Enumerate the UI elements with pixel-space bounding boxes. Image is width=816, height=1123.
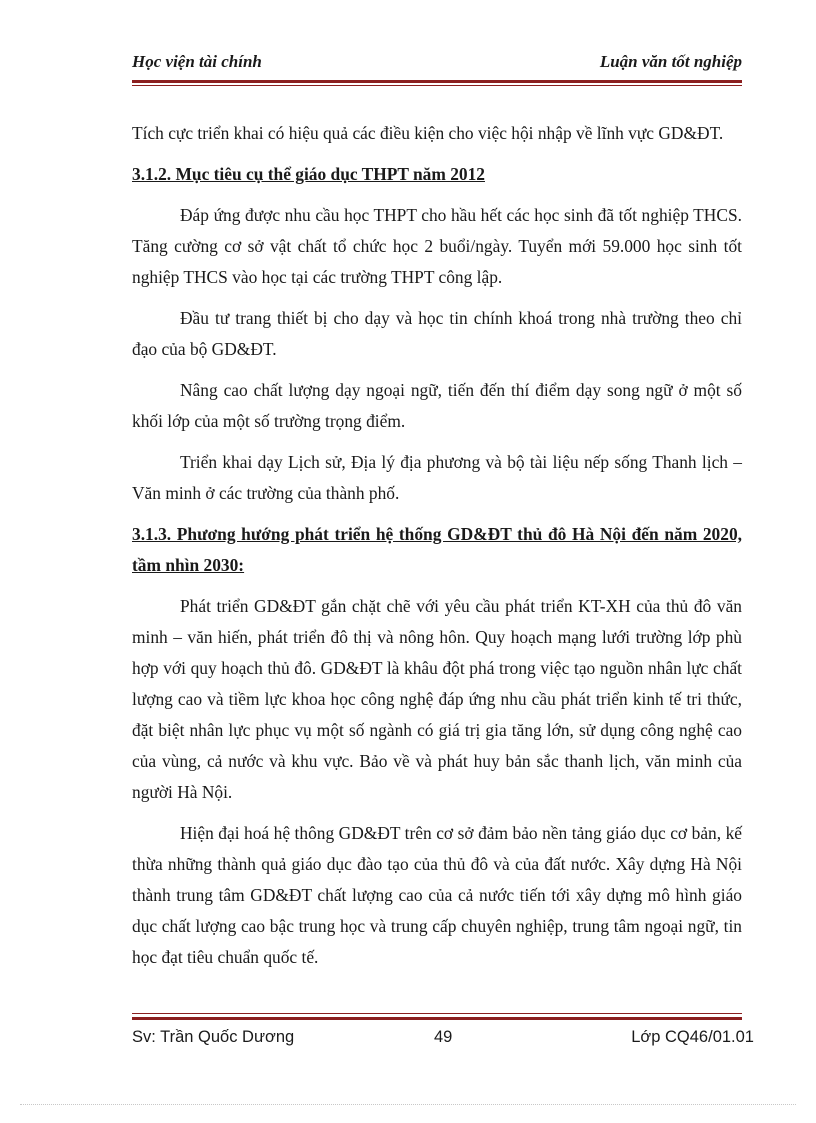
footer-rule-thin (132, 1013, 742, 1014)
header-document-type: Luận văn tốt nghiệp (599, 52, 742, 71)
footer-class: Lớp CQ46/01.01 (631, 1028, 754, 1046)
paragraph-integration: Tích cực triển khai có hiệu quả các điều kiện cho việc hội nhập về lĩnh vực GD&ĐT. (132, 123, 724, 143)
paragraph-modernization: Hiện đại hoá hệ thông GD&ĐT trên cơ sở đảm bảo nền tảng giáo dục cơ bản, kế thừa những thành quả giáo dục đào tạo của thủ đô và của đất nước. Xây dựng Hà Nội thành trung tâm GD&ĐT chất lượng cao của cả nước tiến tới xây dựng mô hình giáo dục chất lượng cao bậc trung học và trung cấp chuyên nghiệp, trung tâm ngoại ngữ, tin học đạt tiêu chuẩn quốc tế. (132, 823, 742, 967)
page-footer (132, 1028, 754, 1052)
paragraph-local-history: Triển khai dạy Lịch sử, Địa lý địa phương và bộ tài liệu nếp sống Thanh lịch – Văn minh ở các trường của thành phố. (132, 452, 742, 503)
heading-3-1-3: 3.1.3. Phương hướng phát triển hệ thống GD&ĐT thủ đô Hà Nội đến năm 2020, tầm nhìn 2030: (132, 524, 742, 575)
heading-3-1-2: 3.1.2. Mục tiêu cụ thể giáo dục THPT năm 2012 (132, 164, 485, 184)
header-rule-thin (132, 85, 742, 86)
footer-student: Sv: Trần Quốc Dương (132, 1028, 295, 1046)
paragraph-equipment: Đầu tư trang thiết bị cho dạy và học tin chính khoá trong nhà trường theo chỉ đạo của bộ GD&ĐT. (132, 308, 742, 359)
paragraph-thpt-demand: Đáp ứng được nhu cầu học THPT cho hầu hết các học sinh đã tốt nghiệp THCS. Tăng cường cơ sở vật chất tổ chức học 2 buổi/ngày. Tuyển mới 59.000 học sinh tốt nghiệp THCS vào học tại các trường THPT công lập. (132, 205, 742, 287)
header-rule-thick (132, 80, 742, 83)
paragraph-foreign-language: Nâng cao chất lượng dạy ngoại ngữ, tiến đến thí điểm dạy song ngữ ở một số khối lớp của một số trường trọng điểm. (132, 380, 742, 431)
header-institution: Học viện tài chính (132, 52, 262, 71)
page-number: 49 (434, 1028, 453, 1046)
page-edge-divider (20, 1104, 796, 1105)
footer-rule-thick (132, 1017, 742, 1020)
page-header (132, 52, 742, 78)
page-body (132, 118, 742, 983)
paragraph-development: Phát triển GD&ĐT gắn chặt chẽ với yêu cầu phát triển KT-XH của thủ đô văn minh – văn hiến, phát triển đô thị và nông hôn. Quy hoạch mạng lưới trường lớp phù hợp với quy hoạch thủ đô. GD&ĐT là khâu đột phá trong việc tạo nguồn nhân lực chất lượng cao và tiềm lực khoa học công nghệ đáp ứng nhu cầu phát triển kinh tế tri thức, đặt biệt nhân lực phục vụ một số ngành có giá trị gia tăng lớn, sử dụng công nghệ cao của vùng, cả nước và khu vực. Bảo về và phát huy bản sắc thanh lịch, văn minh của người Hà Nội. (132, 596, 742, 802)
